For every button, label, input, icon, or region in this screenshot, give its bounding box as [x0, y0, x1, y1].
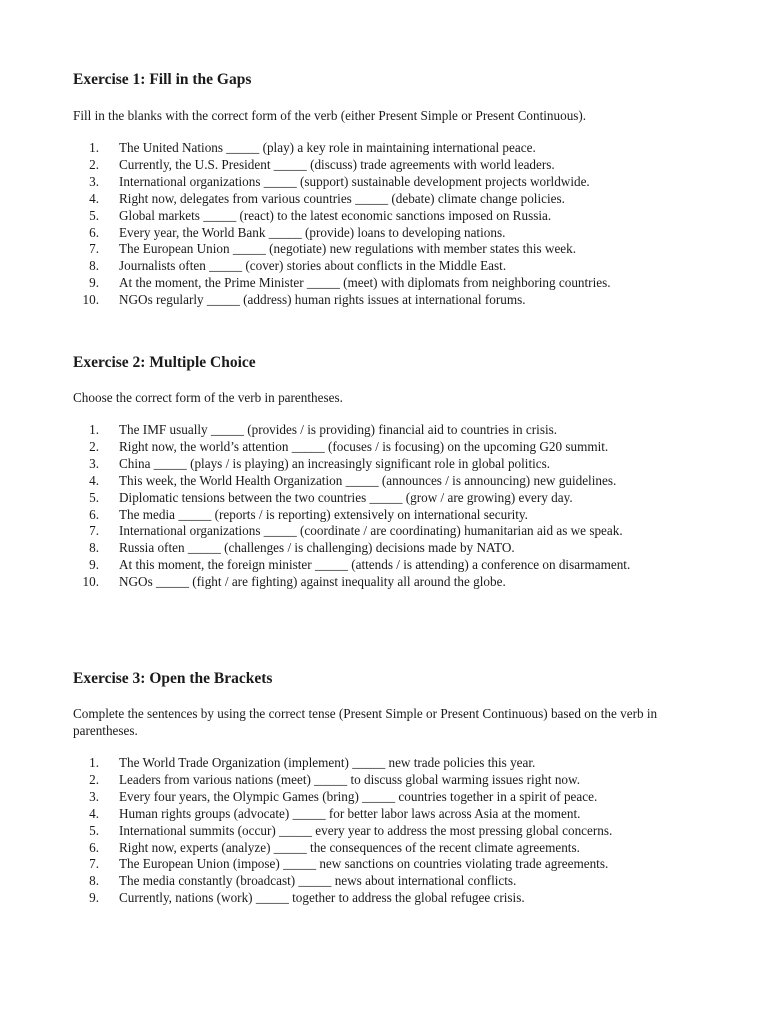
item-text: China _____ (plays / is playing) an increasingly significant role in global politics. [119, 455, 551, 471]
list-item [73, 789, 713, 806]
item-text: At this moment, the foreign minister _____ (attends / is attending) a conference on disarmament. [119, 557, 631, 573]
item-number: 5. [89, 489, 99, 505]
list-item [73, 241, 713, 258]
item-text: At the moment, the Prime Minister _____ (meet) with diplomats from neighboring countries. [119, 275, 611, 291]
item-number: 6. [89, 839, 99, 855]
item-text: The IMF usually _____ (provides / is providing) financial aid to countries in crisis. [119, 422, 558, 437]
item-number: 4. [89, 472, 99, 488]
list-item [73, 225, 713, 242]
item-number: 1. [89, 422, 99, 437]
item-number: 10. [82, 574, 99, 590]
item-number: 9. [89, 557, 99, 573]
item-text: Leaders from various nations (meet) _____ to discuss global warming issues right now. [119, 771, 580, 787]
exercise-3-title: Exercise 3: Open the Brackets [73, 670, 273, 687]
list-item [73, 191, 713, 208]
list-item [73, 856, 713, 873]
item-text: This week, the World Health Organization _____ (announces / is announcing) new guidelines. [119, 472, 617, 488]
item-text: Diplomatic tensions between the two countries _____ (grow / are growing) every day. [119, 489, 573, 505]
list-item [73, 873, 713, 890]
item-text: Every year, the World Bank _____ (provide) loans to developing nations. [119, 224, 506, 240]
item-text: The World Trade Organization (implement) _____ new trade policies this year. [119, 755, 536, 770]
list-item [73, 490, 713, 507]
item-text: Global markets _____ (react) to the latest economic sanctions imposed on Russia. [119, 207, 552, 223]
item-text: International summits (occur) _____ every year to address the most pressing global concerns. [119, 822, 613, 838]
item-text: International organizations _____ (coordinate / are coordinating) humanitarian aid as we speak. [119, 523, 623, 539]
item-text: The media constantly (broadcast) _____ news about international conflicts. [119, 873, 517, 889]
item-text: Journalists often _____ (cover) stories about conflicts in the Middle East. [119, 258, 507, 274]
item-number: 1. [89, 140, 99, 155]
list-item [73, 540, 713, 557]
item-number: 4. [89, 805, 99, 821]
item-text: Currently, nations (work) _____ together to address the global refugee crisis. [119, 890, 525, 906]
list-item [73, 258, 713, 275]
item-text: International organizations _____ (support) sustainable development projects worldwide. [119, 173, 590, 189]
item-number: 4. [89, 190, 99, 206]
item-number: 7. [89, 856, 99, 872]
item-number: 3. [89, 455, 99, 471]
item-number: 5. [89, 822, 99, 838]
item-number: 1. [89, 755, 99, 770]
exercise-3-instruction: Complete the sentences by using the correct tense (Present Simple or Present Continuous) based on the verb in parentheses. [73, 706, 658, 738]
item-text: NGOs regularly _____ (address) human rights issues at international forums. [119, 292, 526, 308]
item-number: 6. [89, 224, 99, 240]
item-text: The European Union (impose) _____ new sanctions on countries violating trade agreements. [119, 856, 609, 872]
list-item [73, 523, 713, 540]
item-number: 2. [89, 156, 99, 172]
exercise-1-instruction: Fill in the blanks with the correct form of the verb (either Present Simple or Present Continuous). [73, 108, 587, 123]
item-number: 5. [89, 207, 99, 223]
list-item [73, 456, 713, 473]
list-item [73, 840, 713, 857]
list-item [73, 890, 713, 907]
item-text: Currently, the U.S. President _____ (discuss) trade agreements with world leaders. [119, 156, 555, 172]
list-item [73, 772, 713, 789]
item-text: The European Union _____ (negotiate) new regulations with member states this week. [119, 241, 577, 257]
list-item [73, 140, 713, 157]
item-text: Russia often _____ (challenges / is challenging) decisions made by NATO. [119, 540, 515, 556]
list-item [73, 174, 713, 191]
list-item [73, 473, 713, 490]
item-number: 9. [89, 890, 99, 906]
list-item [73, 557, 713, 574]
exercise-2-instruction: Choose the correct form of the verb in parentheses. [73, 390, 343, 405]
item-number: 3. [89, 788, 99, 804]
item-number: 7. [89, 241, 99, 257]
exercise-1-title: Exercise 1: Fill in the Gaps [73, 71, 252, 88]
exercise-3-list [73, 755, 713, 907]
list-item [73, 574, 713, 591]
list-item [73, 422, 713, 439]
list-item [73, 755, 713, 772]
item-number: 8. [89, 873, 99, 889]
list-item [73, 208, 713, 225]
exercise-2-title: Exercise 2: Multiple Choice [73, 354, 256, 371]
list-item [73, 806, 713, 823]
list-item [73, 507, 713, 524]
exercise-1-list [73, 140, 713, 309]
item-text: NGOs _____ (fight / are fighting) against inequality all around the globe. [119, 574, 506, 590]
item-text: Every four years, the Olympic Games (bring) _____ countries together in a spirit of peace. [119, 788, 598, 804]
exercise-2-list [73, 422, 713, 591]
list-item [73, 823, 713, 840]
item-number: 2. [89, 438, 99, 454]
item-text: Right now, delegates from various countries _____ (debate) climate change policies. [119, 190, 565, 206]
item-text: Human rights groups (advocate) _____ for better labor laws across Asia at the moment. [119, 805, 581, 821]
list-item [73, 275, 713, 292]
list-item [73, 157, 713, 174]
list-item [73, 292, 713, 309]
item-number: 6. [89, 506, 99, 522]
item-text: Right now, the world’s attention _____ (focuses / is focusing) on the upcoming G20 summit. [119, 438, 609, 454]
item-number: 10. [82, 292, 99, 308]
item-text: Right now, experts (analyze) _____ the consequences of the recent climate agreements. [119, 839, 580, 855]
list-item [73, 439, 713, 456]
item-text: The United Nations _____ (play) a key role in maintaining international peace. [119, 140, 536, 155]
item-number: 3. [89, 173, 99, 189]
item-number: 2. [89, 771, 99, 787]
item-number: 9. [89, 275, 99, 291]
item-number: 7. [89, 523, 99, 539]
item-number: 8. [89, 258, 99, 274]
item-number: 8. [89, 540, 99, 556]
item-text: The media _____ (reports / is reporting) extensively on international security. [119, 506, 528, 522]
